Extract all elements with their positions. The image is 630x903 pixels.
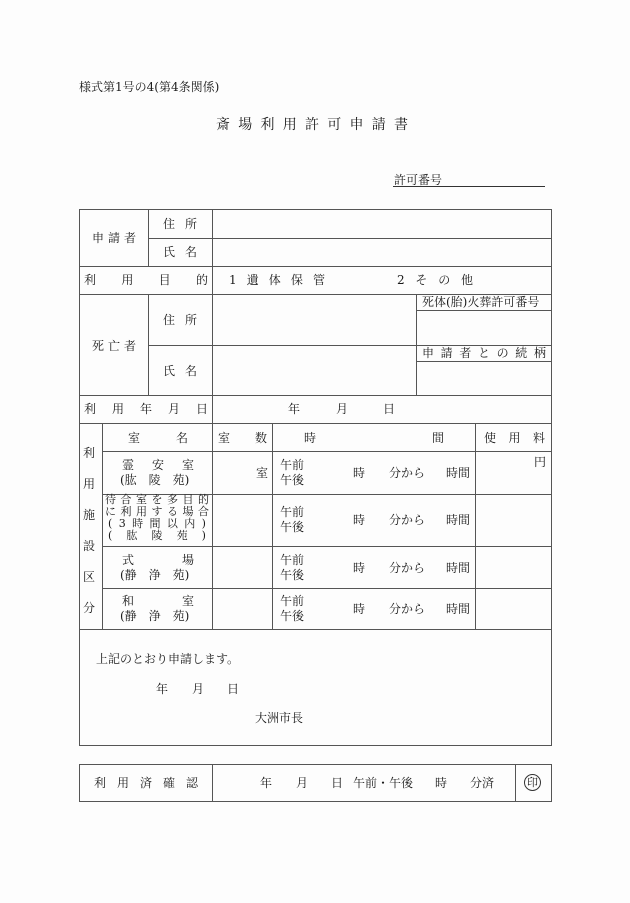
confirmation-day[interactable]: 日 xyxy=(331,776,344,790)
permit-number-label: 許可番号 xyxy=(394,173,443,187)
label-char: 用 xyxy=(282,117,297,133)
am-option[interactable]: 午前 xyxy=(280,553,305,567)
label-char: 許 xyxy=(305,117,319,133)
label-char: 用 xyxy=(116,776,129,790)
divider xyxy=(79,629,551,630)
label-char: 住 xyxy=(163,217,176,231)
deceased-name-field[interactable] xyxy=(213,346,416,395)
label-char: を xyxy=(151,493,163,506)
hour-label: 時 xyxy=(353,513,366,527)
label-char: 肱 xyxy=(126,529,138,542)
applicant-name-label xyxy=(163,245,197,259)
label-char: 請 xyxy=(371,117,386,133)
label-char: 室 xyxy=(218,431,231,445)
room-japanese-label xyxy=(122,594,194,608)
label-char: 申 xyxy=(92,231,105,245)
duration-label: 時間 xyxy=(446,561,471,575)
declaration-statement: 上記のとおり申請します。 xyxy=(96,652,240,666)
label-char: に xyxy=(105,505,116,518)
label-char: 時 xyxy=(304,431,317,445)
label-char: 室 xyxy=(181,458,194,472)
label-char: 待 xyxy=(105,493,116,506)
label-char: 場 xyxy=(182,505,194,518)
room-ceremony-hall-label xyxy=(122,553,194,567)
label-char: 斎 xyxy=(216,117,230,133)
divider xyxy=(148,209,149,266)
label-char: 和 xyxy=(122,594,135,608)
confirmation-minute-done[interactable]: 分済 xyxy=(470,776,495,790)
label-char: 用 xyxy=(121,273,134,287)
label-char: 柄 xyxy=(533,346,546,360)
label-char: 遺 xyxy=(246,273,259,287)
label-char: 日 xyxy=(195,402,208,416)
label-char: 目 xyxy=(158,273,171,287)
label-char: 室 xyxy=(181,594,194,608)
page-title xyxy=(216,118,408,132)
label-char: 住 xyxy=(163,313,176,327)
am-option[interactable]: 午前 xyxy=(280,458,305,472)
usage-date-month[interactable]: 月 xyxy=(336,402,349,416)
addressee: 大洲市長 xyxy=(255,711,304,725)
label-char: 者 xyxy=(123,231,136,245)
facility-side-label-6: 分 xyxy=(83,601,96,615)
label-char: 利 xyxy=(94,776,107,790)
label-char: 用 xyxy=(136,505,147,518)
label-char: 間 xyxy=(431,431,444,445)
divider xyxy=(79,266,551,267)
form-number: 様式第1号の4(第4条関係) xyxy=(79,80,220,94)
label-char: 利 xyxy=(120,505,132,518)
label-char: 使 xyxy=(484,431,497,445)
confirmation-am-pm[interactable]: 午前・午後 xyxy=(353,776,414,790)
divider xyxy=(148,294,149,395)
duration-label: 時間 xyxy=(446,466,471,480)
label-char: そ xyxy=(415,273,428,287)
divider xyxy=(212,764,213,801)
from-minute-label: 分から xyxy=(389,561,426,575)
from-minute-label: 分から xyxy=(389,513,426,527)
label-char: 管 xyxy=(312,273,325,287)
pm-option[interactable]: 午後 xyxy=(280,609,305,623)
label-char: 3 xyxy=(118,517,126,530)
label-char: 室 xyxy=(136,493,147,506)
relation-label xyxy=(422,346,546,360)
fee-field[interactable] xyxy=(476,452,551,494)
label-char: 合 xyxy=(198,505,209,518)
label-char: 保 xyxy=(290,273,303,287)
label-char: 陵 xyxy=(151,529,163,542)
facility-side-label-2: 用 xyxy=(83,477,96,491)
label-char: ) xyxy=(201,529,206,542)
cremation-permit-field[interactable] xyxy=(417,311,551,345)
facility-side-label-4: 設 xyxy=(83,539,96,553)
room-count-unit: 室 xyxy=(256,466,269,480)
label-char: 請 xyxy=(440,346,453,360)
waiting-room-line-4 xyxy=(108,530,206,542)
pm-option[interactable]: 午後 xyxy=(280,473,305,487)
header-room-count xyxy=(218,431,267,445)
label-char: 者 xyxy=(459,346,472,360)
usage-date-year[interactable]: 年 xyxy=(288,402,301,416)
declaration-month[interactable]: 月 xyxy=(192,682,205,696)
room-reian-label xyxy=(122,458,194,472)
label-char: る xyxy=(167,505,178,518)
label-char: 利 xyxy=(84,273,97,287)
deceased-address-label xyxy=(163,313,197,327)
fee-field[interactable] xyxy=(476,589,551,629)
label-char: 体 xyxy=(268,273,281,287)
label-char: 間 xyxy=(149,517,161,530)
header-room-name xyxy=(128,431,188,445)
divider xyxy=(212,209,213,629)
label-char: 申 xyxy=(349,117,364,133)
label-char: 年 xyxy=(139,402,152,416)
label-char: 的 xyxy=(195,273,208,287)
label-char: 的 xyxy=(198,493,209,506)
label-char: 場 xyxy=(238,117,253,133)
room-japanese-site: (静 浄 苑) xyxy=(120,609,190,623)
label-char: 他 xyxy=(460,273,473,287)
facility-side-label-3: 施 xyxy=(83,508,96,522)
label-char: 苑 xyxy=(176,529,188,542)
label-char: 2 xyxy=(397,273,405,287)
deceased-name-label xyxy=(163,364,197,378)
label-char: 月 xyxy=(167,402,180,416)
label-char: 利 xyxy=(84,402,97,416)
purpose-option-other[interactable] xyxy=(397,273,473,287)
applicant-address-label xyxy=(163,217,197,231)
label-char: の xyxy=(496,346,509,360)
label-char: 認 xyxy=(185,776,198,790)
label-char: 名 xyxy=(184,364,197,378)
label-char: 名 xyxy=(184,245,197,259)
label-char: す xyxy=(151,505,163,518)
label-char: 亡 xyxy=(107,339,120,353)
label-char: 名 xyxy=(175,431,188,445)
label-char: 以 xyxy=(166,517,178,530)
label-char: 内 xyxy=(184,517,196,530)
header-fee xyxy=(484,431,545,445)
label-char: の xyxy=(438,273,451,287)
applicant-address-field[interactable] xyxy=(213,210,551,238)
pm-option[interactable]: 午後 xyxy=(280,568,305,582)
header-time xyxy=(304,431,444,445)
label-char: 確 xyxy=(162,776,175,790)
deceased-address-field[interactable] xyxy=(213,295,416,345)
purpose-option-body-storage[interactable] xyxy=(229,273,325,287)
label-char: 1 xyxy=(229,273,237,287)
label-char: 用 xyxy=(111,402,124,416)
usage-date-day[interactable]: 日 xyxy=(383,402,396,416)
label-char: 時 xyxy=(132,517,144,530)
hour-label: 時 xyxy=(353,602,366,616)
declaration-year[interactable]: 年 xyxy=(156,682,169,696)
label-char: 料 xyxy=(532,431,545,445)
from-minute-label: 分から xyxy=(389,602,426,616)
hour-label: 時 xyxy=(353,561,366,575)
applicant-name-field[interactable] xyxy=(213,239,551,266)
pm-option[interactable]: 午後 xyxy=(280,520,305,534)
duration-label: 時間 xyxy=(446,513,471,527)
label-char: 書 xyxy=(394,117,408,133)
fee-unit: 円 xyxy=(534,455,547,469)
label-char: 続 xyxy=(515,346,528,360)
permit-number-field[interactable] xyxy=(393,186,545,187)
label-char: 安 xyxy=(151,458,164,472)
deceased-label xyxy=(92,339,136,353)
label-char: ) xyxy=(201,517,206,530)
label-char: 数 xyxy=(254,431,267,445)
label-char: 氏 xyxy=(163,245,176,259)
divider xyxy=(79,423,551,424)
cremation-permit-label: 死体(胎)火葬許可番号 xyxy=(422,295,540,309)
label-char: 合 xyxy=(120,493,132,506)
confirmation-label xyxy=(94,776,198,790)
fee-field[interactable] xyxy=(476,495,551,546)
label-char: 者 xyxy=(123,339,136,353)
label-char: 霊 xyxy=(122,458,135,472)
divider xyxy=(102,423,103,629)
label-char: 済 xyxy=(139,776,152,790)
hour-label: 時 xyxy=(353,466,366,480)
label-char: ( xyxy=(108,517,113,530)
purpose-label xyxy=(84,273,208,287)
room-ceremony-hall-site: (静 浄 苑) xyxy=(120,568,190,582)
from-minute-label: 分から xyxy=(389,466,426,480)
declaration-day[interactable]: 日 xyxy=(227,682,240,696)
divider xyxy=(515,764,516,801)
seal-icon: 印 xyxy=(524,774,541,791)
label-char: 申 xyxy=(422,346,435,360)
fee-field[interactable] xyxy=(476,547,551,588)
am-option[interactable]: 午前 xyxy=(280,594,305,608)
label-char: 所 xyxy=(184,217,197,231)
label-char: 式 xyxy=(122,553,135,567)
confirmation-month[interactable]: 月 xyxy=(296,776,309,790)
am-option[interactable]: 午前 xyxy=(280,505,305,519)
label-char: 目 xyxy=(182,493,194,506)
label-char: と xyxy=(477,346,490,360)
facility-side-label-5: 区 xyxy=(83,570,96,584)
label-char: 多 xyxy=(167,493,178,506)
confirmation-year[interactable]: 年 xyxy=(260,776,273,790)
room-reian-site: (肱 陵 苑) xyxy=(120,473,190,487)
confirmation-hour[interactable]: 時 xyxy=(435,776,448,790)
divider xyxy=(79,395,551,396)
label-char: 所 xyxy=(184,313,197,327)
duration-label: 時間 xyxy=(446,602,471,616)
label-char: 請 xyxy=(107,231,120,245)
divider xyxy=(272,423,273,629)
label-char: 利 xyxy=(260,117,275,133)
label-char: 死 xyxy=(92,339,105,353)
label-char: 氏 xyxy=(163,364,176,378)
facility-side-label-1: 利 xyxy=(83,446,96,460)
label-char: 室 xyxy=(128,431,141,445)
label-char: ( xyxy=(108,529,113,542)
label-char: 場 xyxy=(181,553,194,567)
relation-field[interactable] xyxy=(417,362,551,395)
applicant-label xyxy=(92,231,136,245)
label-char: 可 xyxy=(327,117,342,133)
usage-date-label xyxy=(84,402,208,416)
label-char: 用 xyxy=(508,431,521,445)
